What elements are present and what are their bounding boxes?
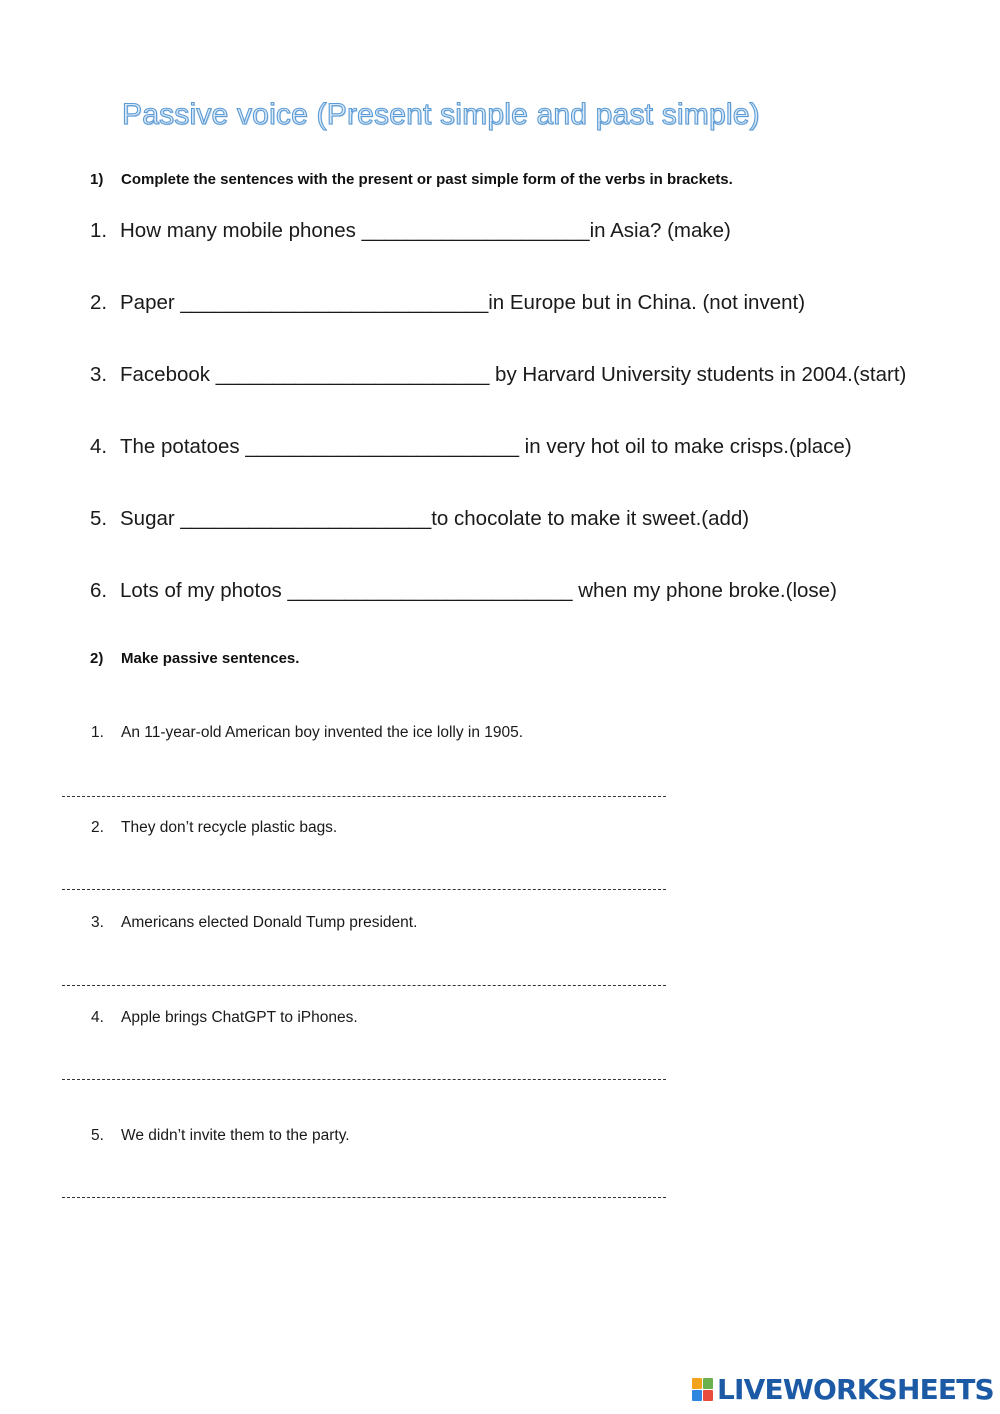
exercise-2-item [91,819,337,837]
exercise-1-instruction-text: Complete the sentences with the present or past simple form of the verbs in brackets. [121,171,733,188]
exercise-1-item [90,363,906,387]
exercise-2-item [91,914,417,932]
exercise-1-item [90,219,731,243]
item-number: 3. [90,363,108,386]
liveworksheets-logo [692,1374,994,1404]
item-number: 1. [90,219,108,242]
exercise-2-item [91,1127,350,1145]
item-number: 5. [90,507,108,530]
exercise-1-item [90,507,749,531]
item-number: 1. [91,724,104,741]
answer-line[interactable] [62,1079,666,1080]
exercise-2-instruction [90,650,299,667]
item-number: 3. [91,914,104,931]
worksheet-title: Passive voice (Present simple and past simple) [122,98,760,131]
exercise-2-item [91,1009,358,1027]
logo-tile [692,1378,702,1389]
item-number: 2. [91,819,104,836]
item-number: 2. [90,291,108,314]
exercise-1-item [90,291,805,315]
logo-tile [703,1390,713,1401]
exercise-1-item [90,579,837,603]
item-sentence: The potatoes ________________________ in very hot oil to make crisps.(place) [120,435,852,458]
item-sentence: We didn’t invite them to the party. [121,1127,350,1144]
item-number: 5. [91,1127,104,1144]
exercise-2-instruction-text: Make passive sentences. [121,650,300,667]
item-sentence: Facebook ________________________ by Harvard University students in 2004.(start) [120,363,907,386]
answer-line[interactable] [62,796,666,797]
logo-text: LIVEWORKSHEETS [717,1372,994,1406]
answer-line[interactable] [62,985,666,986]
item-sentence: How many mobile phones ____________________in Asia? (make) [120,219,731,242]
item-sentence: An 11-year-old American boy invented the ice lolly in 1905. [121,724,524,741]
liveworksheets-logo-icon [692,1378,713,1401]
item-sentence: They don’t recycle plastic bags. [121,819,338,836]
item-sentence: Americans elected Donald Tump president. [121,914,418,931]
exercise-2-number: 2) [90,650,104,667]
logo-tile [703,1378,713,1389]
exercise-1-number: 1) [90,171,104,188]
item-sentence: Apple brings ChatGPT to iPhones. [121,1009,358,1026]
item-number: 6. [90,579,108,602]
item-sentence: Lots of my photos _________________________ when my phone broke.(lose) [120,579,837,602]
item-number: 4. [90,435,108,458]
exercise-1-item [90,435,852,459]
item-sentence: Sugar ______________________to chocolate to make it sweet.(add) [120,507,750,530]
item-sentence: Paper ___________________________in Europe but in China. (not invent) [120,291,806,314]
exercise-1-instruction [90,171,733,188]
logo-tile [692,1390,702,1401]
answer-line[interactable] [62,1197,666,1198]
item-number: 4. [91,1009,104,1026]
answer-line[interactable] [62,889,666,890]
exercise-2-item [91,724,523,742]
